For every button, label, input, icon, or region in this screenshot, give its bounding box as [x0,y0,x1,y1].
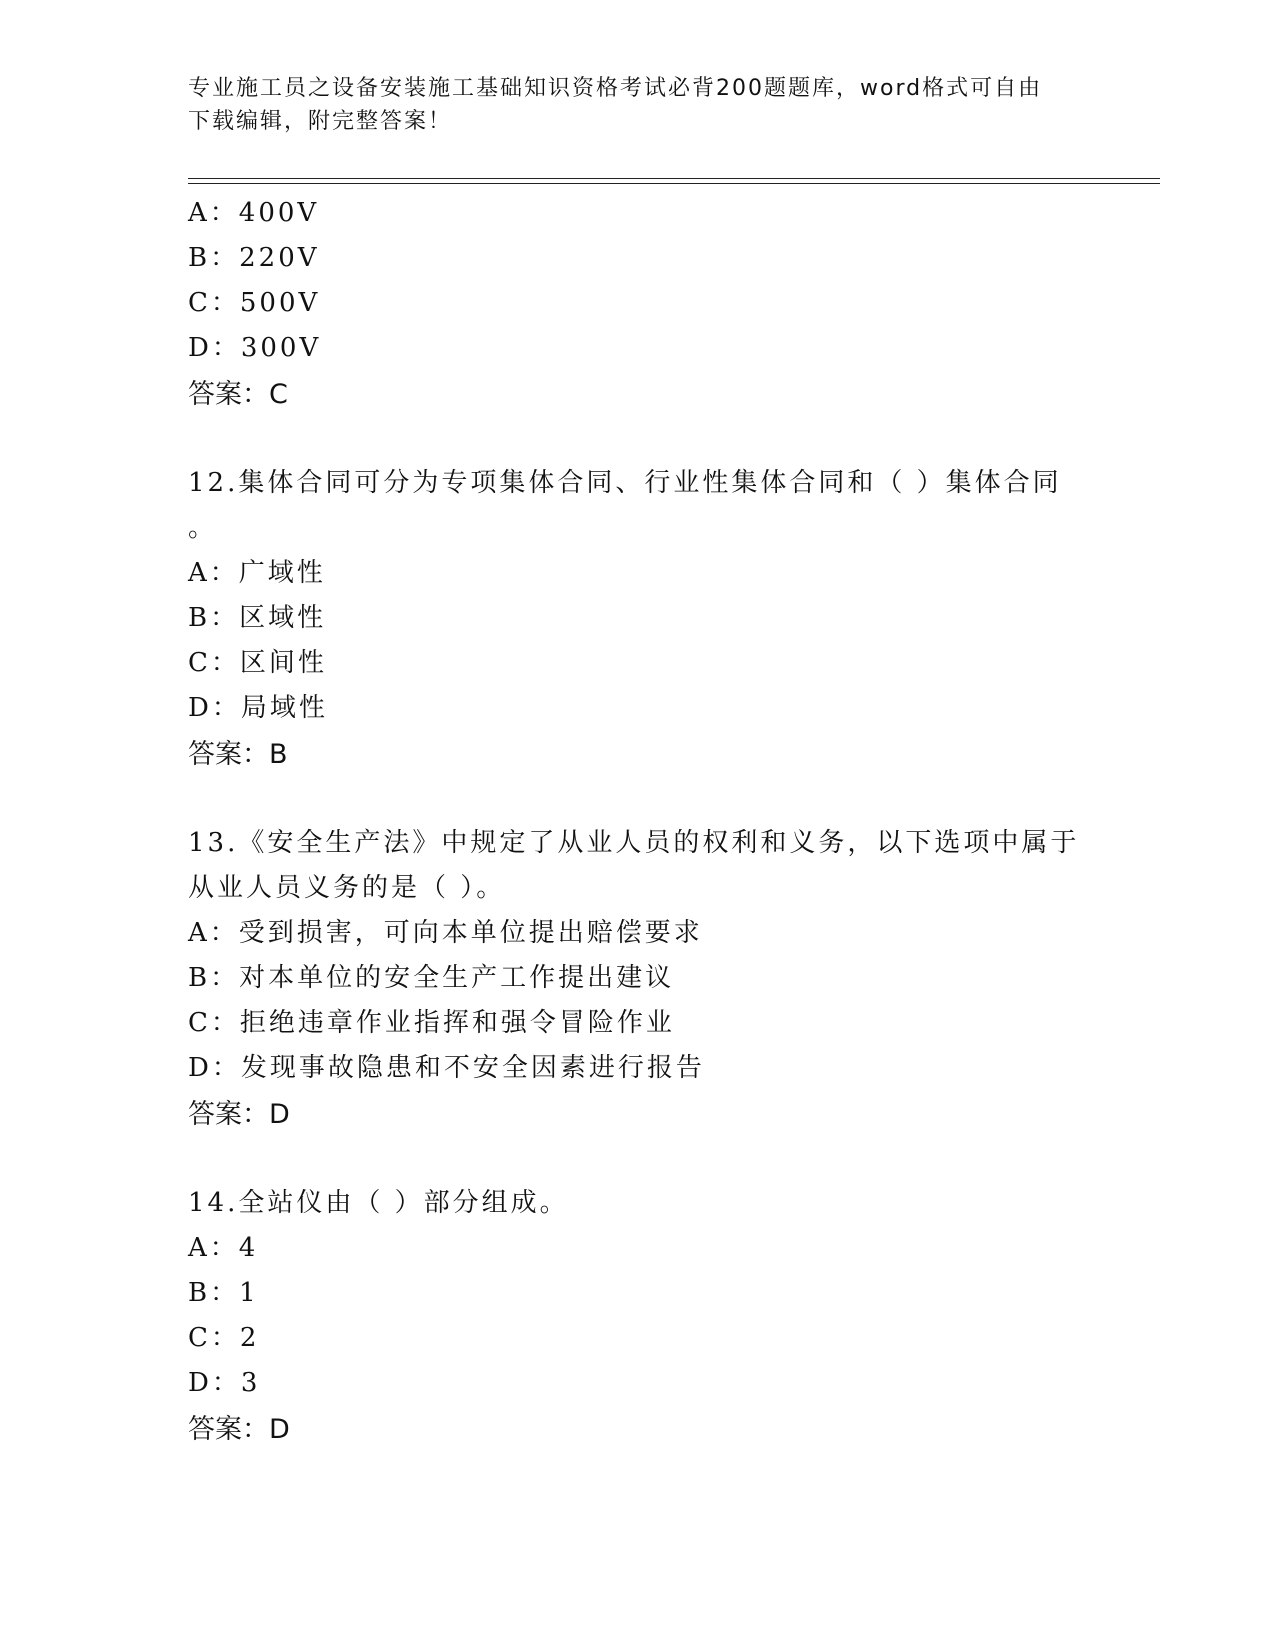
q11-option-a: A：400V [188,198,320,228]
q11-answer: 答案：C [188,379,288,410]
header-divider-bottom [188,183,1160,184]
q13-option-c: C：拒绝违章作业指挥和强令冒险作业 [188,1008,675,1038]
q12-stem-line-2: 。 [188,513,218,543]
header-divider-top [188,178,1160,179]
q14-option-d: D：3 [188,1368,261,1398]
q12-option-c: C：区间性 [188,648,327,678]
q12-answer: 答案：B [188,739,288,770]
q12-option-b: B：区域性 [188,603,327,633]
q13-stem-line-1: 13.《安全生产法》中规定了从业人员的权利和义务，以下选项中属于 [188,828,1080,858]
q12-option-d: D：局域性 [188,693,328,723]
q13-option-a: A：受到损害，可向本单位提出赔偿要求 [188,918,703,948]
header-line-1: 专业施工员之设备安装施工基础知识资格考试必背200题题库，word格式可自由 [188,76,1043,101]
q13-option-d: D：发现事故隐患和不安全因素进行报告 [188,1053,705,1083]
q11-option-b: B：220V [188,243,320,273]
q14-option-c: C：2 [188,1323,260,1353]
q14-option-b: B：1 [188,1278,259,1308]
q14-option-a: A：4 [188,1233,259,1263]
q14-answer: 答案：D [188,1414,290,1445]
q14-stem-line-1: 14.全站仪由（ ）部分组成。 [188,1188,569,1218]
q13-answer: 答案：D [188,1099,290,1130]
q11-option-c: C：500V [188,288,321,318]
q13-option-b: B：对本单位的安全生产工作提出建议 [188,963,675,993]
q11-option-d: D：300V [188,333,322,363]
q12-stem-line-1: 12.集体合同可分为专项集体合同、行业性集体合同和（ ）集体合同 [188,468,1062,498]
q12-option-a: A：广域性 [188,558,326,588]
document-header [188,72,1088,138]
q13-stem-line-2: 从业人员义务的是（ ）。 [188,873,506,903]
header-line-2: 下载编辑，附完整答案！ [188,109,453,134]
